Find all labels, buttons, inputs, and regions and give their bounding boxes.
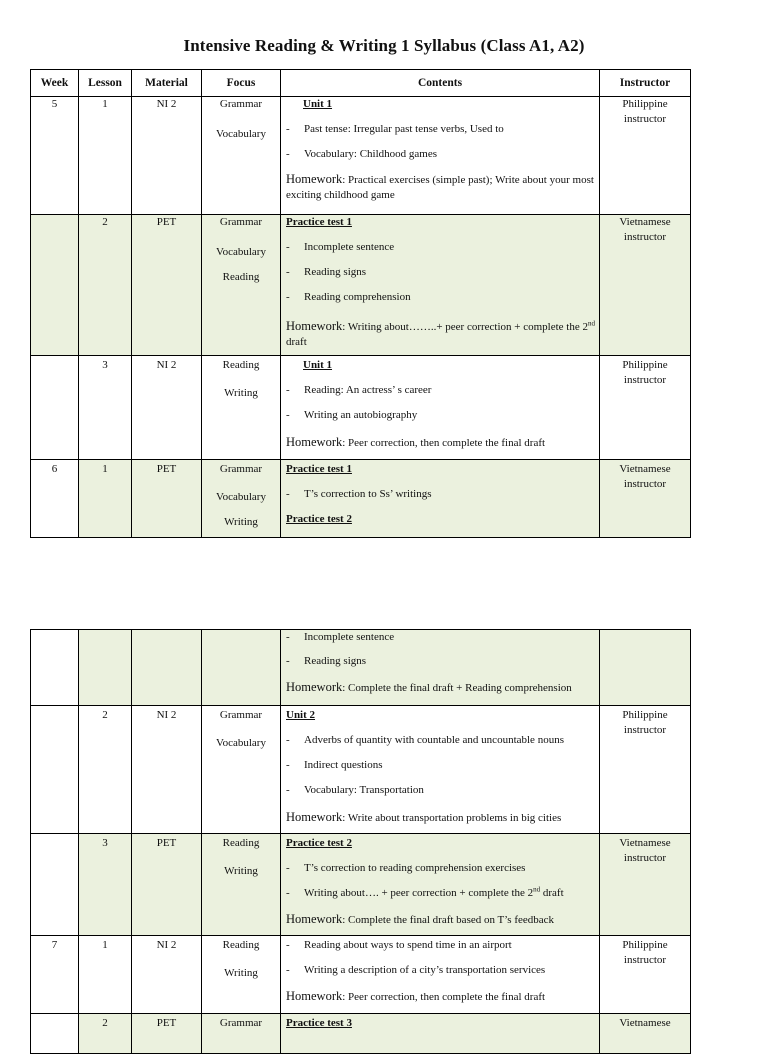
table-header-row [31,70,691,97]
homework-label: Homework [286,680,343,694]
instructor-cell [600,630,691,706]
week-number: 6 [51,463,58,475]
week-cell [31,834,79,936]
homework-label: Homework [286,912,343,926]
homework-label: Homework [286,810,343,824]
header-material: Material [132,70,202,97]
focus-cell [202,460,281,538]
lesson-cell [79,630,132,706]
contents-cell [281,936,600,1014]
instructor-name: Philippine instructor [622,709,668,736]
focus-item: Vocabulary [216,128,266,140]
material-cell [132,936,202,1014]
instructor-name: Vietnamese instructor [619,216,671,243]
week-cell [31,215,79,356]
focus-item: Reading [222,359,260,371]
contents-cell [281,215,600,356]
table-row [31,834,691,936]
focus-item: Grammar [219,463,263,475]
focus-item: Writing [224,516,258,528]
material-cell [132,1014,202,1054]
focus-item: Grammar [219,98,263,110]
material-name: PET [156,463,177,475]
material-cell [132,834,202,936]
lesson-cell [79,1014,132,1054]
homework-text: draft [286,336,307,348]
lesson-cell [79,936,132,1014]
material-name: PET [156,216,177,228]
header-week: Week [31,70,79,97]
practice-test-heading: Practice test 1 [286,216,352,228]
focus-item: Vocabulary [216,737,266,749]
homework-text: : Writing about……..+ peer correction + complete the 2 [342,321,588,333]
instructor-cell [600,215,691,356]
focus-item: Writing [224,865,258,877]
homework-note [286,315,595,354]
contents-cell [281,630,600,706]
instructor-name: Vietnamese instructor [619,463,671,490]
content-bullet: - Reading: An actress’ s career [286,383,595,408]
table-row [31,215,691,356]
lesson-cell [79,834,132,936]
content-bullet: - T’s correction to reading comprehension exercises [286,861,595,886]
material-name: NI 2 [156,939,177,951]
contents-cell [281,97,600,215]
content-bullet: - Reading about ways to spend time in an airport [286,938,595,963]
week-cell [31,630,79,706]
week-number: 5 [51,98,58,110]
material-cell [132,97,202,215]
content-bullet: - Adverbs of quantity with countable and uncountable nouns [286,733,595,758]
contents-cell [281,834,600,936]
homework-label: Homework [286,989,343,1003]
content-bullet: - Incomplete sentence [286,630,595,654]
homework-note [286,988,595,1009]
focus-cell [202,97,281,215]
contents-cell [281,706,600,834]
lesson-number: 2 [102,1017,108,1029]
material-name: NI 2 [156,709,177,721]
homework-note [286,172,595,207]
instructor-cell [600,356,691,460]
focus-item: Reading [222,939,260,951]
focus-cell [202,1014,281,1054]
focus-item: Grammar [219,709,263,721]
instructor-name: Philippine instructor [622,98,668,125]
practice-test-heading: Practice test 2 [286,513,352,525]
instructor-cell [600,936,691,1014]
focus-item: Writing [224,967,258,979]
focus-cell [202,215,281,356]
content-bullet: - Reading signs [286,654,595,679]
lesson-number: 3 [102,359,108,371]
material-name: PET [156,837,177,849]
lesson-number: 3 [102,837,108,849]
content-bullet: - Vocabulary: Transportation [286,783,595,808]
homework-note [286,433,595,455]
instructor-cell [600,834,691,936]
content-bullet: - Writing an autobiography [286,408,595,433]
material-cell [132,460,202,538]
focus-item: Writing [224,387,258,399]
focus-item: Grammar [219,1017,263,1029]
bullet-text: draft [540,887,564,899]
bullet-text: Writing about…. + peer correction + complete the 2 [304,887,534,899]
focus-cell [202,936,281,1014]
material-name: PET [156,1017,177,1029]
lesson-number: 1 [102,463,108,475]
homework-label: Homework [286,319,343,333]
practice-test-heading: Practice test 1 [286,463,352,475]
focus-item: Vocabulary [216,491,266,503]
page-title: Intensive Reading & Writing 1 Syllabus (Class A1, A2) [183,36,585,55]
unit-heading: Unit 1 [303,98,333,110]
lesson-number: 1 [102,939,108,951]
table-row [31,460,691,538]
lesson-number: 2 [102,216,108,228]
homework-text: : Complete the final draft + Reading comprehension [342,682,572,694]
content-bullet: - Incomplete sentence [286,240,595,265]
lesson-cell [79,706,132,834]
content-bullet: - Indirect questions [286,758,595,783]
lesson-cell [79,460,132,538]
instructor-cell [600,97,691,215]
table-row [31,1014,691,1054]
unit-heading: Unit 1 [303,359,333,371]
table-row [31,97,691,215]
focus-item: Reading [222,837,260,849]
week-number: 7 [51,939,58,951]
homework-label: Homework [286,172,343,186]
contents-cell [281,460,600,538]
week-cell [31,97,79,215]
content-bullet: - Vocabulary: Childhood games [286,147,595,172]
table-row [31,356,691,460]
lesson-number: 1 [102,98,108,110]
instructor-name: Philippine instructor [622,359,668,386]
focus-cell [202,356,281,460]
table-row [31,706,691,834]
content-bullet: - Writing a description of a city’s transportation services [286,963,595,988]
homework-text: : Peer correction, then complete the final draft [342,437,546,449]
superscript: nd [588,319,595,328]
week-cell [31,460,79,538]
instructor-cell [600,706,691,834]
lesson-cell [79,215,132,356]
header-focus: Focus [202,70,281,97]
homework-note [286,808,595,830]
header-instructor: Instructor [600,70,691,97]
content-bullet [286,886,595,911]
week-cell [31,706,79,834]
content-bullet: - Reading signs [286,265,595,290]
instructor-name: Vietnamese [619,1017,671,1029]
homework-note [286,679,595,700]
lesson-cell [79,97,132,215]
material-name: NI 2 [156,359,177,371]
table-row [31,630,691,706]
lesson-cell [79,356,132,460]
instructor-cell [600,460,691,538]
focus-item: Vocabulary [216,246,266,258]
unit-heading: Unit 2 [286,709,316,721]
focus-cell [202,706,281,834]
homework-text: : Complete the final draft based on T’s feedback [342,914,555,926]
week-cell [31,1014,79,1054]
focus-cell [202,834,281,936]
focus-item: Reading [222,271,260,283]
material-name: NI 2 [156,98,177,110]
material-cell [132,706,202,834]
syllabus-table-page-2 [30,629,691,1054]
instructor-name: Philippine instructor [622,939,668,966]
homework-note [286,911,595,932]
header-lesson: Lesson [79,70,132,97]
header-contents: Contents [281,70,600,97]
content-bullet: - Reading comprehension [286,290,595,315]
week-cell [31,936,79,1014]
practice-test-heading: Practice test 3 [286,1017,352,1029]
lesson-number: 2 [102,709,108,721]
homework-text: : Write about transportation problems in big cities [342,812,562,824]
homework-text: : Practical exercises (simple past); Write about your most exciting childhood game [286,174,594,201]
contents-cell [281,1014,600,1054]
instructor-cell [600,1014,691,1054]
table-row [31,936,691,1014]
practice-test-heading: Practice test 2 [286,837,352,849]
material-cell [132,356,202,460]
content-bullet: - T’s correction to Ss’ writings [286,487,595,512]
instructor-name: Vietnamese instructor [619,837,671,864]
focus-cell [202,630,281,706]
contents-cell [281,356,600,460]
homework-text: : Peer correction, then complete the final draft [342,991,546,1003]
week-cell [31,356,79,460]
material-cell [132,215,202,356]
content-bullet: - Past tense: Irregular past tense verbs, Used to [286,122,595,147]
superscript: nd [533,885,541,894]
material-cell [132,630,202,706]
syllabus-table-page-1 [30,69,691,538]
focus-item: Grammar [219,216,263,228]
homework-label: Homework [286,435,343,449]
